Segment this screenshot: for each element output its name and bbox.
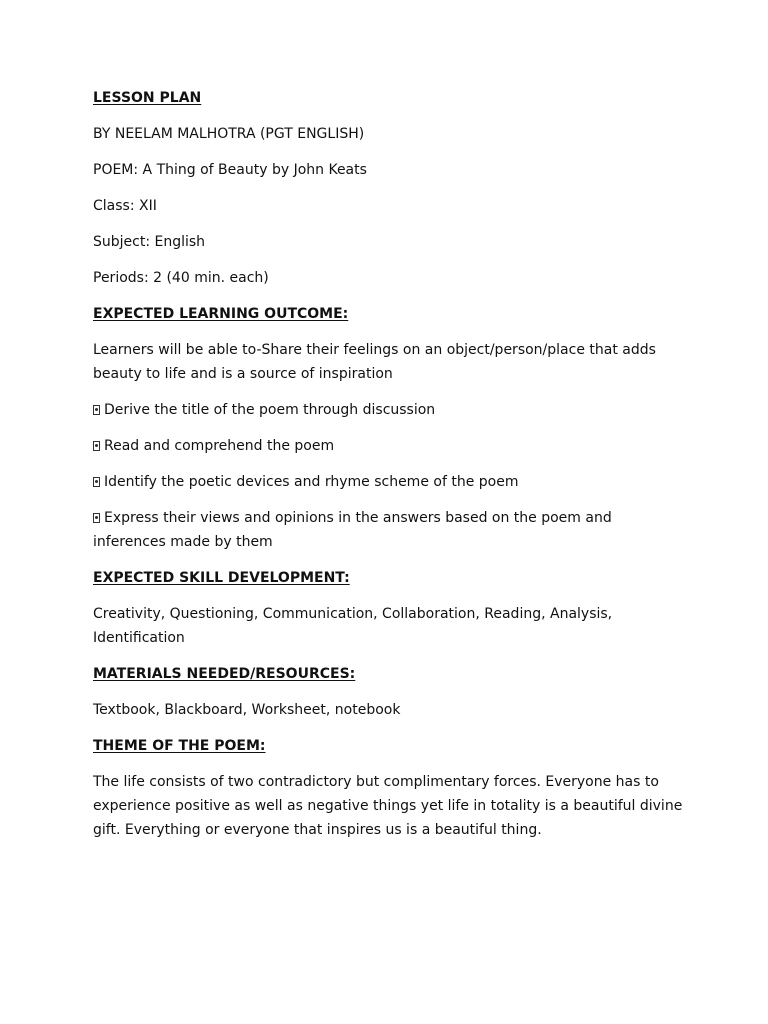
skill-development-text: Creativity, Questioning, Communication, Collaboration, Reading, Analysis, Identification — [93, 606, 613, 646]
bullet-box-icon — [93, 513, 100, 523]
learning-outcome-heading: EXPECTED LEARNING OUTCOME: — [93, 306, 349, 322]
outcome-bullet-item — [93, 470, 518, 494]
class-line: Class: XII — [93, 198, 157, 214]
periods-line: Periods: 2 (40 min. each) — [93, 270, 269, 286]
outcome-bullet-text: Derive the title of the poem through discussion — [104, 402, 436, 418]
outcome-bullet-text: Read and comprehend the poem — [104, 438, 335, 454]
learning-outcome-intro: Learners will be able to-Share their feelings on an object/person/place that adds beauty to life and is a source of inspiration — [93, 342, 656, 382]
author-line: BY NEELAM MALHOTRA (PGT ENGLISH) — [93, 126, 365, 142]
theme-heading: THEME OF THE POEM: — [93, 738, 266, 754]
skill-development-heading: EXPECTED SKILL DEVELOPMENT: — [93, 570, 350, 586]
outcome-bullet-item — [93, 434, 334, 458]
bullet-box-icon — [93, 405, 100, 415]
outcome-bullet-item — [93, 398, 435, 422]
theme-text: The life consists of two contradictory but complimentary forces. Everyone has to experience positive as well as negative things yet life in totality is a beautiful divine gift. Everything or everyone that inspires us is a beautiful thing. — [93, 774, 683, 838]
outcome-bullet-text: Express their views and opinions in the answers based on the poem and inferences made by them — [93, 510, 612, 550]
bullet-box-icon — [93, 441, 100, 451]
outcome-bullet-text: Identify the poetic devices and rhyme scheme of the poem — [104, 474, 519, 490]
document-title: LESSON PLAN — [93, 90, 202, 106]
poem-line: POEM: A Thing of Beauty by John Keats — [93, 162, 367, 178]
materials-text: Textbook, Blackboard, Worksheet, notebook — [93, 702, 401, 718]
materials-heading: MATERIALS NEEDED/RESOURCES: — [93, 666, 356, 682]
bullet-box-icon — [93, 477, 100, 487]
outcome-bullet-item — [93, 506, 683, 554]
subject-line: Subject: English — [93, 234, 206, 250]
